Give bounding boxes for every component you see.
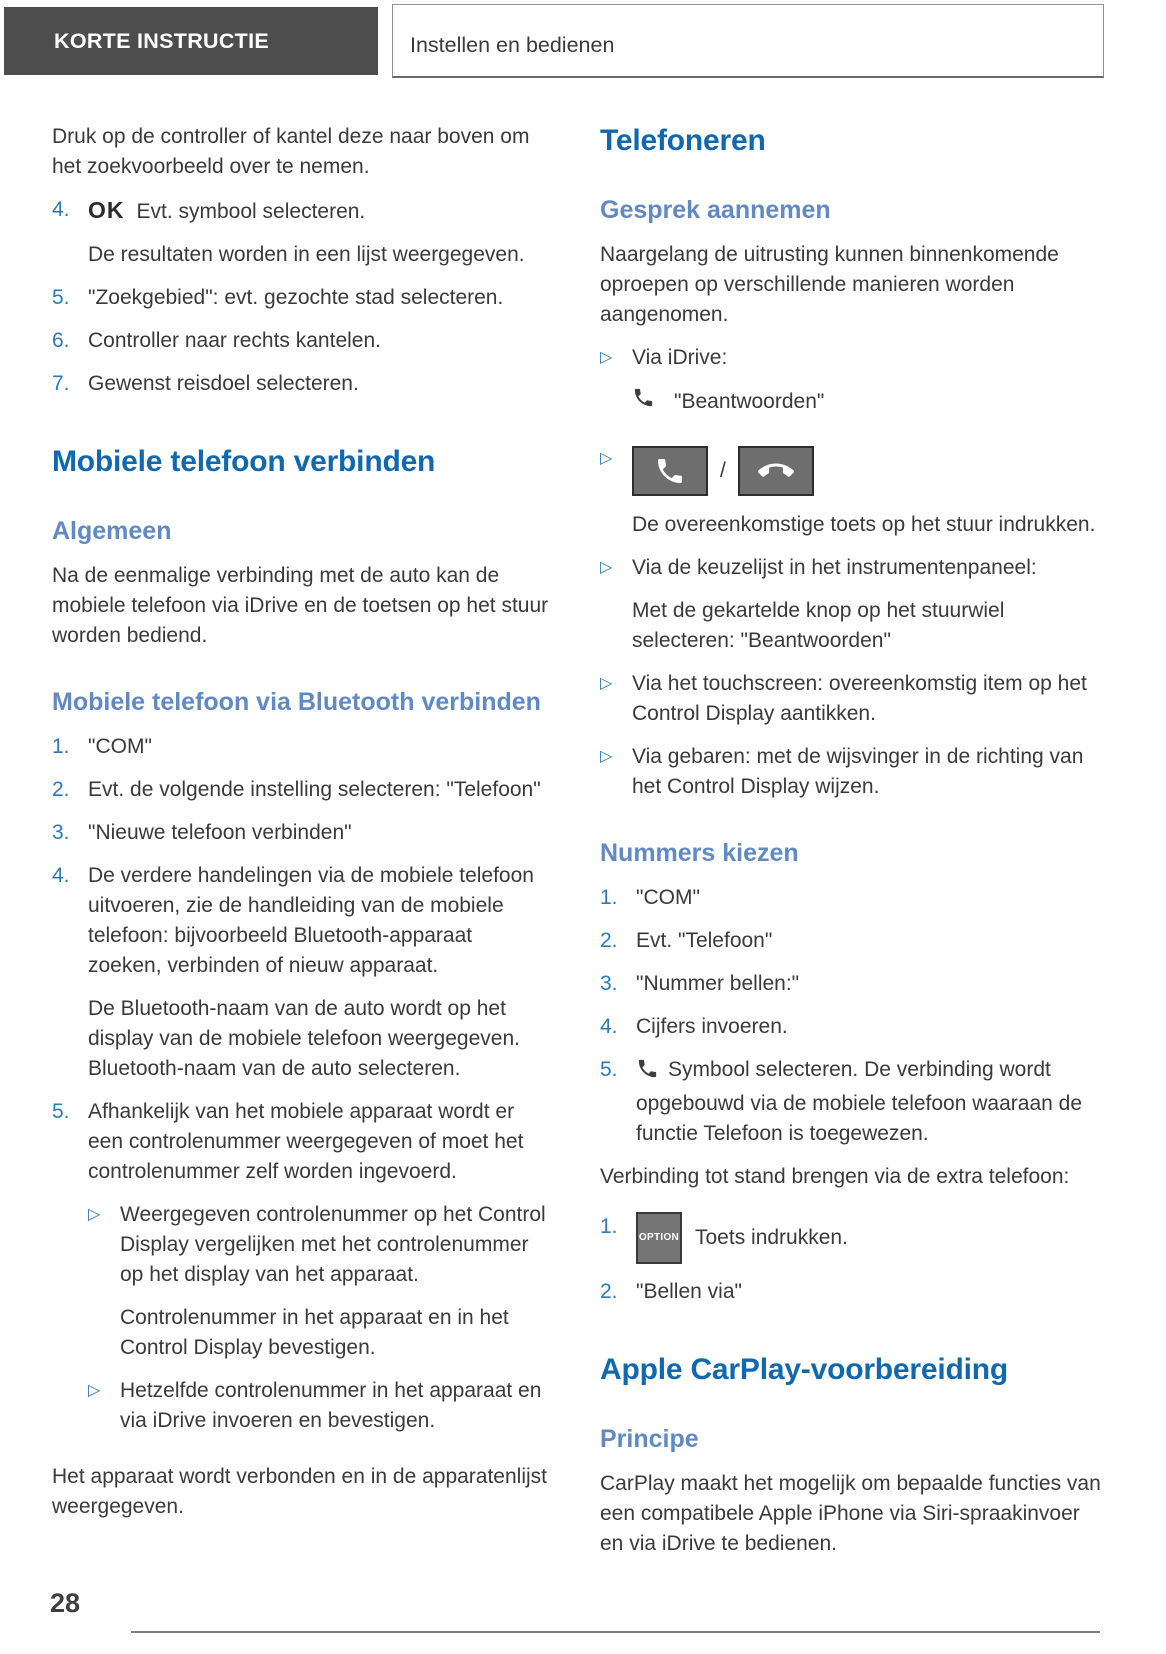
paragraph: Naargelang de uitrusting kunnen binnenkomende oproepen op verschillende manieren worden aangenomen. <box>600 243 1059 326</box>
right-column <box>600 122 1101 1572</box>
left-column <box>52 122 549 1535</box>
subsection-title: Algemeen <box>52 517 172 545</box>
paragraph-intro: Druk op de controller of kantel deze naar boven om het zoekvoorbeeld over te nemen. <box>52 125 530 178</box>
paragraph: Verbinding tot stand brengen via de extra telefoon: <box>600 1165 1070 1188</box>
list-number: 5. <box>52 286 70 309</box>
list-item-text: Controller naar rechts kantelen. <box>88 329 381 352</box>
sub-bullet-followup: Controlenummer in het apparaat en in het Control Display bevestigen. <box>120 1306 509 1359</box>
option-key-label: OPTION <box>638 1232 680 1243</box>
list-item <box>600 969 1101 999</box>
ok-key: OK <box>88 197 125 223</box>
sub-bullet-text: Hetzelfde controlenummer in het apparaat en via iDrive invoeren en bevestigen. <box>120 1379 542 1432</box>
phone-receiver-icon <box>636 1057 659 1089</box>
list-item <box>600 883 1101 913</box>
list-number: 5. <box>52 1100 70 1123</box>
list-item <box>52 195 549 270</box>
list-item <box>600 1055 1101 1149</box>
list-item <box>52 775 549 805</box>
list-item <box>52 283 549 313</box>
bullet-item <box>600 669 1101 729</box>
list-item <box>52 732 549 762</box>
list-item-text: Evt. "Telefoon" <box>636 929 773 952</box>
bullet-text: Via de keuzelijst in het instrumentenpaneel: <box>632 556 1037 579</box>
list-number: 1. <box>52 735 70 758</box>
list-item-text: Toets indrukken. <box>695 1226 848 1249</box>
triangle-bullet-icon: ▷ <box>600 675 613 692</box>
list-item <box>52 326 549 356</box>
section-header <box>4 7 378 75</box>
separator: / <box>720 459 726 482</box>
triangle-bullet-icon: ▷ <box>600 349 613 366</box>
list-item-text: Symbool selecteren. De verbinding wordt opgebouwd via de mobiele telefoon waaraan de functie Telefoon is toegewezen. <box>636 1058 1082 1145</box>
section-header-label: KORTE INSTRUCTIE <box>54 29 270 53</box>
list-item-text: Cijfers invoeren. <box>636 1015 788 1038</box>
list-item-text: Evt. de volgende instelling selecteren: "Telefoon" <box>88 778 541 801</box>
list-item-text: Evt. symbool selecteren. <box>136 200 366 223</box>
list-number: 2. <box>52 778 70 801</box>
list-number: 4. <box>600 1015 618 1038</box>
option-key <box>636 1212 682 1264</box>
list-number: 4. <box>52 864 70 887</box>
list-item-followup: De resultaten worden in een lijst weergegeven. <box>88 243 525 266</box>
list-item-text: "Zoekgebied": evt. gezochte stad selecteren. <box>88 286 504 309</box>
footer-divider <box>131 1631 1100 1633</box>
bullet-item <box>600 742 1101 802</box>
list-item-text: Afhankelijk van het mobiele apparaat wordt er een controlenummer weergegeven of moet het controlenummer zelf worden ingevoerd. <box>88 1100 524 1183</box>
list-number: 1. <box>600 1215 618 1238</box>
list-item <box>52 861 549 1084</box>
subsection-title: Principe <box>600 1425 699 1453</box>
list-item-text: De verdere handelingen via de mobiele telefoon uitvoeren, zie de handleiding van de mobiele telefoon: bijvoorbeeld Bluetooth-apparaat zoeken, verbinden of nieuw apparaat. <box>88 864 534 977</box>
bullet-item <box>600 343 1101 431</box>
list-item <box>600 1277 1101 1307</box>
chapter-tab <box>392 4 1104 78</box>
list-number: 3. <box>600 972 618 995</box>
list-number: 6. <box>52 329 70 352</box>
list-number: 2. <box>600 929 618 952</box>
bullet-item <box>600 444 1101 540</box>
triangle-bullet-icon: ▷ <box>88 1206 101 1223</box>
phone-line-label: "Beantwoorden" <box>674 390 825 413</box>
subsection-title: Nummers kiezen <box>600 839 799 867</box>
section-title: Apple CarPlay-voorbereiding <box>600 1353 1009 1386</box>
section-title: Telefoneren <box>600 124 766 157</box>
list-item-text: "Nummer bellen:" <box>636 972 800 995</box>
bullet-followup: Met de gekartelde knop op het stuurwiel selecteren: "Beantwoorden" <box>632 599 1005 652</box>
paragraph-outro: Het apparaat wordt verbonden en in de apparatenlijst weergegeven. <box>52 1465 547 1518</box>
list-number: 5. <box>600 1058 618 1081</box>
list-number: 4. <box>52 198 70 221</box>
triangle-bullet-icon: ▷ <box>600 748 613 765</box>
subsection-title: Mobiele telefoon via Bluetooth verbinden <box>52 688 541 716</box>
list-item <box>52 369 549 399</box>
list-item <box>52 1097 549 1449</box>
list-item <box>600 926 1101 956</box>
phone-receiver-icon <box>632 386 655 418</box>
paragraph: Na de eenmalige verbinding met de auto kan de mobiele telefoon via iDrive en de toetsen op het stuur worden bediend. <box>52 564 549 647</box>
list-number: 7. <box>52 372 70 395</box>
sub-bullet <box>88 1376 549 1436</box>
list-number: 1. <box>600 886 618 909</box>
bullet-text: Via gebaren: met de wijsvinger in de richting van het Control Display wijzen. <box>632 745 1084 798</box>
list-item-followup: De Bluetooth-naam van de auto wordt op het display van de mobiele telefoon weergegeven. Bluetooth-naam van de auto selecteren. <box>88 997 520 1080</box>
subsection-title: Gesprek aannemen <box>600 196 831 224</box>
list-item-text: Gewenst reisdoel selecteren. <box>88 372 359 395</box>
list-item <box>52 818 549 848</box>
chapter-tab-label: Instellen en bedienen <box>410 32 615 57</box>
accept-call-key <box>632 446 708 496</box>
list-item <box>600 1012 1101 1042</box>
page-number: 28 <box>50 1588 81 1618</box>
triangle-bullet-icon: ▷ <box>88 1382 101 1399</box>
bullet-item <box>600 553 1101 656</box>
triangle-bullet-icon: ▷ <box>600 559 613 576</box>
paragraph: CarPlay maakt het mogelijk om bepaalde functies van een compatibele Apple iPhone via Siri-spraakinvoer en via iDrive te bedienen. <box>600 1472 1101 1555</box>
end-call-key <box>738 446 814 496</box>
bullet-followup: De overeenkomstige toets op het stuur indrukken. <box>632 513 1096 536</box>
list-item-text: "Bellen via" <box>636 1280 742 1303</box>
list-item-text: "COM" <box>88 735 152 758</box>
list-item-text: "COM" <box>636 886 700 909</box>
sub-bullet <box>88 1200 549 1363</box>
bullet-text: Via iDrive: <box>632 346 728 369</box>
list-item <box>600 1212 1101 1264</box>
list-item-text: "Nieuwe telefoon verbinden" <box>88 821 352 844</box>
list-number: 3. <box>52 821 70 844</box>
list-number: 2. <box>600 1280 618 1303</box>
bullet-text: Via het touchscreen: overeenkomstig item op het Control Display aantikken. <box>632 672 1087 725</box>
section-title: Mobiele telefoon verbinden <box>52 445 436 478</box>
sub-bullet-text: Weergegeven controlenummer op het Control Display vergelijken met het controlenummer op het display van het apparaat. <box>120 1203 546 1286</box>
triangle-bullet-icon: ▷ <box>600 450 613 467</box>
